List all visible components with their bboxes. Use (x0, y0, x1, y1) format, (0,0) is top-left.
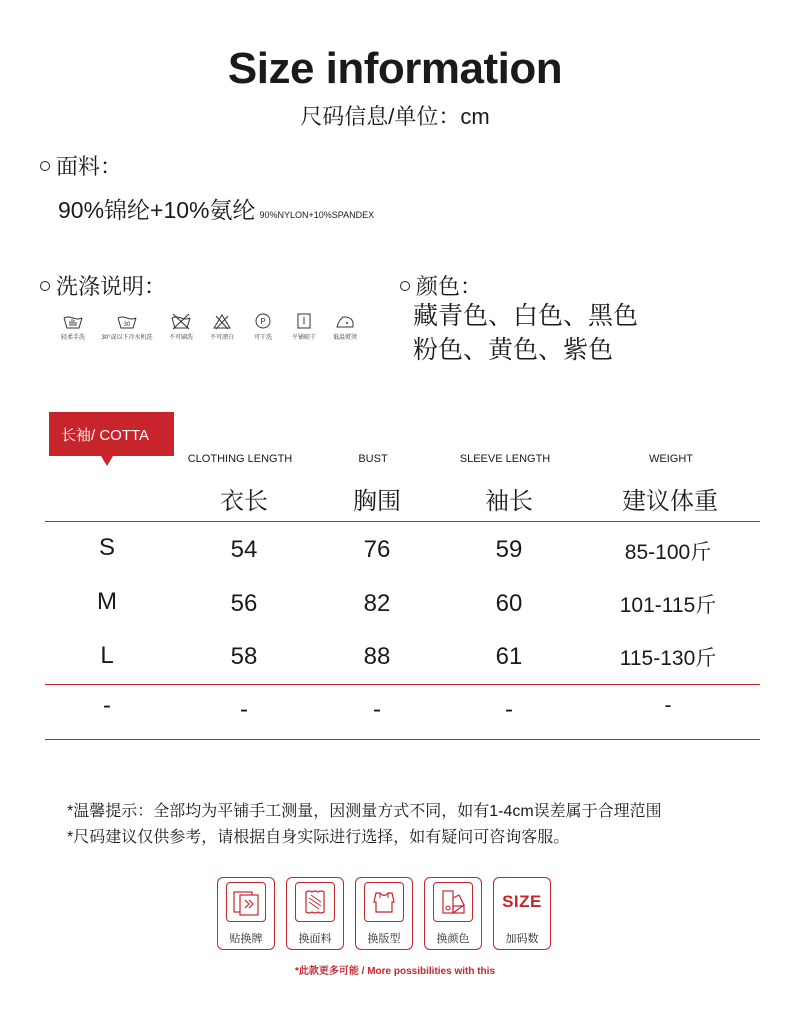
care-heading (40, 270, 166, 301)
size-cell: S (98, 534, 116, 561)
page-subtitle: 尺码信息/单位：cm (300, 104, 490, 129)
more-possibilities: *此款更多可能 / More possibilities with this (294, 966, 496, 977)
pattern-swap-icon (364, 882, 404, 922)
svg-text:P: P (260, 317, 266, 326)
care-item-label: 轻柔手洗 (60, 335, 85, 341)
flat-dry-icon (293, 312, 315, 330)
table-rule (45, 521, 760, 522)
col-header-cn: 胸围 (353, 488, 401, 515)
care-item (95, 312, 159, 341)
bust-cell: 82 (363, 590, 391, 617)
sleeve-cell: 60 (495, 590, 523, 617)
svg-text:30: 30 (123, 322, 131, 328)
weight-cell: - (664, 694, 672, 717)
hand-wash-icon (62, 312, 84, 330)
col-header-en: SLEEVE LENGTH (459, 453, 551, 465)
fabric-value: 90%锦纶+10%氨纶 (58, 197, 256, 223)
care-item (285, 312, 323, 341)
colors-line-1: 藏青色、白色、黑色 (413, 302, 639, 330)
care-item (54, 312, 92, 341)
weight-cell: 101-115斤 (619, 594, 717, 617)
bullet-icon (400, 281, 410, 291)
care-item (326, 312, 364, 341)
machine-wash-30-icon (116, 312, 138, 330)
care-icon-row (54, 312, 364, 341)
care-label: 洗涤说明： (56, 274, 167, 299)
care-item-label: 平铺晾干 (291, 335, 316, 341)
colors-label: 颜色： (416, 274, 483, 299)
note-measurement: *温馨提示：全部均为平铺手工测量，因测量方式不同，如有1-4cm误差属于合理范围 (67, 803, 662, 820)
length-cell: 54 (230, 536, 258, 563)
no-wash-icon (170, 312, 192, 330)
care-item-label: 可干洗 (253, 335, 272, 341)
colors-heading (400, 270, 482, 301)
bullet-icon (40, 281, 50, 291)
color-swap-icon (433, 882, 473, 922)
service-badge-pattern (355, 877, 413, 950)
col-header-cn: 建议体重 (622, 488, 718, 515)
fabric-composition (58, 192, 374, 225)
dry-clean-p-icon (252, 312, 274, 330)
service-badge-fabric (286, 877, 344, 950)
length-cell: 58 (230, 643, 258, 670)
care-item (203, 312, 241, 341)
service-badge-tag (217, 877, 275, 950)
sleeve-cell: 61 (495, 643, 523, 670)
fabric-heading (40, 150, 122, 181)
sleeve-cell: 59 (495, 536, 523, 563)
badge-label: 换颜色 (436, 933, 470, 945)
category-tag: 长袖/ COTTA (49, 412, 174, 456)
length-cell: - (240, 696, 248, 723)
size-word: SIZE (502, 892, 542, 911)
col-header-cn: 衣长 (220, 488, 268, 515)
bullet-icon (40, 161, 50, 171)
col-header-en: CLOTHING LENGTH (187, 453, 293, 465)
weight-cell: 85-100斤 (624, 541, 712, 564)
badge-label: 换面料 (298, 933, 332, 945)
care-item-label: 不可刷洗 (168, 335, 193, 341)
badge-label: 换版型 (367, 933, 401, 945)
bust-cell: 88 (363, 643, 391, 670)
length-cell: 56 (230, 590, 258, 617)
fabric-label: 面料： (56, 154, 123, 179)
tag-swap-icon (226, 882, 266, 922)
low-iron-icon (334, 312, 356, 330)
colors-line-2: 粉色、黄色、紫色 (413, 336, 614, 364)
bust-cell: - (373, 696, 381, 723)
no-bleach-icon (211, 312, 233, 330)
care-item (244, 312, 282, 341)
col-header-en: BUST (358, 453, 388, 465)
page-title: Size information (227, 44, 563, 93)
col-header-cn: 袖长 (485, 488, 533, 515)
size-cell: M (97, 588, 117, 615)
fabric-swap-icon (295, 882, 335, 922)
care-item-label: 低温熨烫 (332, 335, 357, 341)
service-badge-color (424, 877, 482, 950)
care-item-label: 不可漂白 (209, 335, 234, 341)
size-icon (502, 882, 542, 922)
service-badges (217, 877, 551, 950)
bust-cell: 76 (363, 536, 391, 563)
weight-cell: 115-130斤 (619, 647, 717, 670)
table-rule (45, 739, 760, 740)
badge-label: 贴换牌 (229, 933, 263, 945)
fabric-value-en: 90%NYLON+10%SPANDEX (259, 210, 375, 220)
col-header-en: WEIGHT (649, 453, 693, 465)
tag-pointer (101, 456, 113, 466)
badge-label: 加码数 (505, 933, 539, 945)
sleeve-cell: - (505, 696, 513, 723)
care-item (162, 312, 200, 341)
size-cell: L (100, 642, 114, 669)
note-size-advice: *尺码建议仅供参考，请根据自身实际进行选择，如有疑问可咨询客服。 (67, 829, 570, 846)
service-badge-size (493, 877, 551, 950)
table-rule (45, 684, 760, 685)
care-item-label: 30°或以下冷水机洗 (101, 335, 153, 341)
size-cell: - (103, 692, 111, 719)
